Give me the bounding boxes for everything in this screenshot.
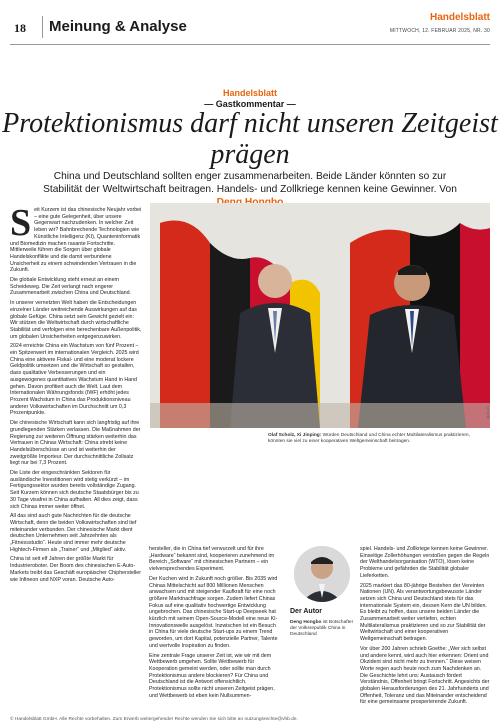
author-bio <box>290 620 356 638</box>
paragraph: Die Liste der eingeschränkten Sektoren für ausländische Investitionen wird stetig verkürzt – im Fertigungssektor wurden bereits vollständige Zugang. Seit Kurzem können sich deutsche Staatsbürger bis zu 30 Tage visafrei in China aufhalten. All dies zeigt, dass sich Chinas immer weiter öffnet. <box>10 470 139 510</box>
header-divider <box>10 44 490 45</box>
paragraph: hersteller, die in China tief verwurzelt und für ihre „Hardware“ bekannt sind, kooperieren zunehmend im Bereich „Software“ mit chinesischen Partnern – ein vielversprechendes Experiment. <box>149 546 275 573</box>
article-column-2 <box>149 546 279 702</box>
caption-names: Olaf Scholz, Xi Jinping: <box>268 433 322 438</box>
paragraph: China ist seit elf Jahren der größte Markt für Industrieroboter. Der Boom des chinesischen E-Auto-Markets treibt das Geschäft europäischer Chiphersteller wie Infineon und NXP voran. Deutsche Auto- <box>10 556 142 583</box>
paragraph: 2024 erreichte China ein Wachstum von fünf Prozent – ein Spitzenwert im internationalen Vergleich. 2025 wird China eine aktivere Fiskal- und eine moderat lockere Geldpolitik umsetzen und die Wirtschaft so gestalten, dass qualitative Verbesserungen und ein ausgewogenes quantitatives Wachstum Hand in Hand gehen. Davon profitiert auch die Welt. Laut dem Internationalen Währungsfonds (IWF) erhöht jedes Prozent Wachstum in China das Produktionsniveau anderer Volkswirtschaften im Durchschnitt um 0,3 Prozentpunkte. <box>10 343 139 417</box>
headline: Protektionismus darf nicht unseren Zeitgeist prägen <box>2 108 498 170</box>
kicker-label: — Gastkommentar — <box>204 99 296 109</box>
photo-credit: dpa (2) <box>484 406 490 419</box>
paragraph: In unserer vernetzten Welt haben die Entscheidungen einzelner Länder weitreichende Auswirkungen auf das globale Gefüge. China setzt sein Gewicht gezielt ein: Wir stützen die Weltwirtschaft durch wirtschaftliche Stabilität und verfolgen eine berechenbare Außenpolitik, um globalen Unsicherheiten entgegenzuwirken. <box>10 300 142 340</box>
article-column-1 <box>10 202 142 586</box>
page-number: 18 <box>14 21 26 35</box>
paragraph: Seit Kurzem ist das chinesische Neujahr vorbei – eine gute Gelegenheit, über unsere Gegenwart nachzudenken. In welcher Zeit leben wir? Bahnbrechende Technologien wie Künstliche Intelligenz (KI), Quanteninformatik und Biomedizin machen rasante Fortschritte. Mittlerweile führen die Sorgen über globale Handelskonflikte und die damit verbundene Unsicherheit zu einem schwindenden Vertrauen in die Zukunft. <box>10 202 142 274</box>
kicker-brand: Handelsblatt <box>222 88 277 98</box>
photo-scholz-xi <box>150 203 490 428</box>
article-column-3 <box>360 546 490 709</box>
copyright-footer: © Handelsblatt GmbH. Alle Rechte vorbehalten. Zum Erwerb weitergehender Rechte wenden Sie sich bitte an nutzungsrechte@vhb.de. <box>10 717 298 722</box>
paragraph: Vor über 200 Jahren schrieb Goethe: „Wer sich selbst und andere kennt, wird auch hier erkennen: Orient und Okzident sind nicht mehr zu trennen.“ Diese weisen Worte regen auch heute noch zum Nachdenken an. Die Geschichte lehrt uns: Austausch fördert Verständnis, Offenheit bringt Fortschritt. Angesichts der globalen Herausforderungen des 21. Jahrhunderts und Offenheit, Toleranz und das Miteinander entscheidend für eine gemeinsame prosperierende Zukunft. <box>360 645 490 706</box>
paragraph: Die chinesische Wirtschaft kann sich langfristig auf ihre grundlegenden Stärken verlassen. Die Maßnahmen der Regierung zur weiteren Öffnung stärken weiterhin das Vertrauen in Chinas Wirtschaft: China strebt keine Handelsüberschüsse an und ist weiterhin der zweitgrößte Importeur. Der durchschnittliche Zollsatz liegt nur bei 7,3 Prozent. <box>10 420 141 467</box>
section-title: Meinung & Analyse <box>42 16 187 38</box>
caption-text: Würden Deutschland und China echter Multilateralismus praktizieren, könnten sie viel zu einer kooperativen Weltgemeinschaft beitragen. <box>268 433 470 444</box>
paragraph: All das sind auch gute Nachrichten für die deutsche Wirtschaft, denn die beiden Volkswirtschaften sind tief miteinander verbunden. Der chinesische Markt dient deutschen Unternehmen seit Jahrzehnten als „Fitnessstudio“. Heute sind immer mehr deutsche Hightech-Firmen als „Trainer“ und „Mitglied“ aktiv. <box>10 513 137 553</box>
page-header <box>10 10 490 42</box>
paragraph: 2025 markiert das 80-jährige Bestehen der Vereinten Nationen (UN). Als verantwortungsbewusste Länder setzen sich China und Deutschland stets für das internationale System ein, dessen Kern die UN bilden. Es bleibt zu hoffen, dass unsere beiden Länder die Zusammenarbeit weiter vertiefen, echten Multilateralismus praktizieren und so zur Stabilität der Weltwirtschaft und einer kooperativen Weltgemeinschaft beitragen. <box>360 582 487 643</box>
author-portrait <box>294 546 350 602</box>
paragraph: Eine zentrale Frage unserer Zeit ist, wie wir mit dem Wettbewerb umgehen. Sollte Wettbewerb für Kooperation gemeint werden, oder sollte man durch Protektionismus andere blockieren? Für China und Deutschland ist die Antwort offensichtlich. Protektionismus sollte nicht unseren Zeitgeist prägen, und Wettbewerb ist eben kein Nullsummen- <box>149 652 275 699</box>
author-box-title: Der Autor <box>290 608 323 615</box>
photo-caption <box>268 433 488 445</box>
drop-cap: S <box>10 202 32 244</box>
paragraph: spiel. Handels- und Zollkriege kennen keine Gewinner. Einseitige Zollerhöhungen verstoßen gegen die Regeln der Welthandelsorganisation (WTO), lösen keine Probleme und gefährden die Stabilität globaler Lieferketten. <box>360 546 490 579</box>
author-name: Deng Hongbo <box>290 620 322 625</box>
paragraph: Der Kuchen wird in Zukunft noch größer. Bis 2035 wird Chinas Mittelschicht auf 800 Millionen Menschen anwachsen und mit steigender Kaufkraft für eine noch größere Marktnachfrage sorgen. Zudem liefert Chinas Fokus auf eine qualitativ hochwertige Entwicklung ungebrochen. Das chinesische Start-up Deepseek hat kürzlich mit seinem Open-Source-Modell eine neue KI-Innovationswelle ausgelöst. Inzwischen ist ein Besuch in China für viele deutsche Start-ups zu einem Trend geworden, um dort Kapital, potenzielle Partner, Talente und wertvolle Inspiration zu finden. <box>149 575 278 649</box>
brand-logo: Handelsblatt <box>429 12 490 23</box>
issue-date: MITTWOCH, 12. FEBRUAR 2025, NR. 30 <box>389 28 490 34</box>
standfirst-text: China und Deutschland sollten enger zusammenarbeiten. Beide Länder könnten so zur Stabilität der Weltwirtschaft beitragen. Handels- und Zollkriege kennen keine Gewinner. Von <box>43 171 457 195</box>
author-avatar <box>294 546 350 602</box>
paragraph: Die globale Entwicklung steht erneut an einem Scheideweg. Die Zeit verlangt nach engerer Zusammenarbeit zwischen China und Deutschland. <box>10 277 132 297</box>
author-bio-text: ist Botschafter der Volksrepublik China in Deutschland <box>290 620 354 637</box>
article-photo <box>150 203 490 428</box>
